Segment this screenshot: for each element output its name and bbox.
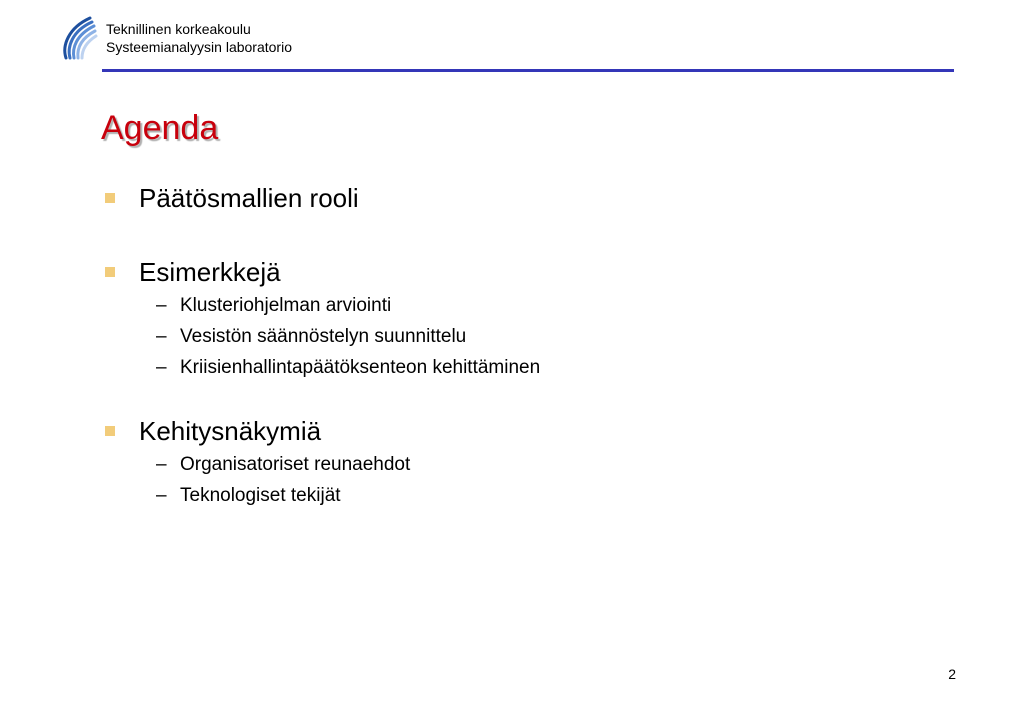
university-logo-icon [56, 14, 98, 62]
sub-item-label: Teknologiset tekijät [180, 484, 341, 506]
institution-name: Teknillinen korkeakoulu [106, 21, 251, 37]
agenda-item [104, 254, 924, 383]
agenda-item-label: Kehitysnäkymiä [139, 416, 322, 446]
agenda-item-heading [104, 254, 924, 290]
dash-marker: – [156, 484, 167, 506]
square-bullet-icon [105, 267, 115, 277]
header-text [106, 20, 292, 56]
square-bullet-icon [105, 426, 115, 436]
sub-item-label: Kriisienhallintapäätöksenteon kehittäminen [180, 356, 541, 378]
sub-item-label: Vesistön säännöstelyn suunnittelu [180, 325, 467, 347]
sub-list [104, 449, 924, 511]
dash-marker: – [156, 325, 167, 347]
dash-marker: – [156, 356, 167, 378]
sub-item [104, 290, 924, 321]
sub-item [104, 449, 924, 480]
dash-marker: – [156, 453, 167, 475]
agenda-item-heading [104, 180, 924, 216]
agenda-item [104, 413, 924, 511]
header-divider [102, 69, 954, 72]
sub-item [104, 352, 924, 383]
slide-title: Agenda [101, 109, 219, 147]
laboratory-name: Systeemianalyysin laboratorio [106, 39, 292, 55]
sub-list [104, 290, 924, 383]
agenda-item-label: Esimerkkejä [139, 257, 281, 287]
sub-item [104, 480, 924, 511]
agenda-list [104, 180, 924, 511]
page-number: 2 [948, 666, 956, 682]
agenda-item-heading [104, 413, 924, 449]
agenda-item [104, 180, 924, 216]
dash-marker: – [156, 294, 167, 316]
sub-item-label: Organisatoriset reunaehdot [180, 453, 411, 475]
sub-item-label: Klusteriohjelman arviointi [180, 294, 392, 316]
square-bullet-icon [105, 193, 115, 203]
sub-item [104, 321, 924, 352]
agenda-item-label: Päätösmallien rooli [139, 183, 359, 213]
